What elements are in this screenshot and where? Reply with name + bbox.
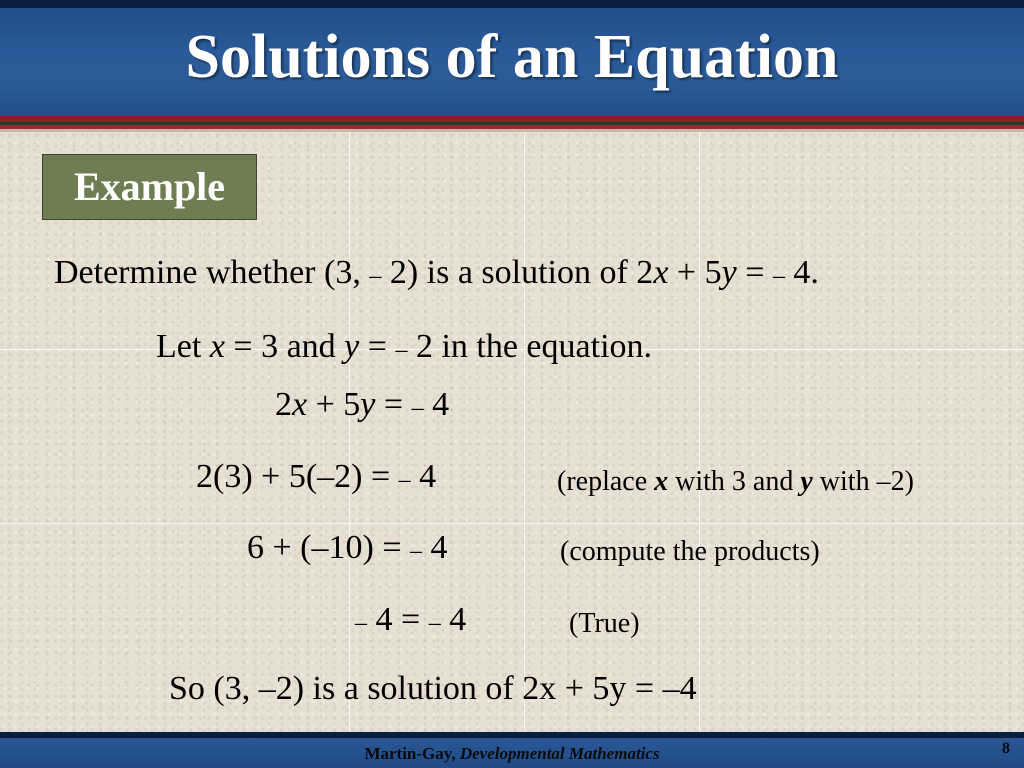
title-bar-top-border [0,0,1024,8]
substitution-text: Let x = 3 and y = – 2 in the equation. [156,328,653,365]
slide-body [0,132,1024,732]
equation-step: 2(3) + 5(–2) = – 4 [196,458,437,495]
question-text: Determine whether (3, – 2) is a solution of 2x + 5y = – 4. [54,254,819,291]
equation-step: 2x + 5y = – 4 [275,386,450,423]
example-badge: Example [42,154,257,220]
footer-top-border [0,732,1024,738]
grid-line [349,132,350,732]
footer-citation: Martin-Gay, Developmental Mathematics [364,744,660,763]
grid-line [0,523,1024,524]
step-note: (replace x with 3 and y with –2) [557,466,914,497]
conclusion-text: So (3, –2) is a solution of 2x + 5y = –4 [169,670,697,707]
grid-line [699,132,700,732]
equation-step: 6 + (–10) = – 4 [247,529,448,566]
page-number: 8 [1002,740,1010,757]
footer-bar [0,732,1024,768]
slide-title: Solutions of an Equation [185,23,839,91]
step-note: (compute the products) [560,536,820,567]
equation-step: – 4 = – 4 [355,601,467,638]
grid-line [524,132,525,732]
title-bar [0,0,1024,116]
step-note: (True) [569,608,640,639]
